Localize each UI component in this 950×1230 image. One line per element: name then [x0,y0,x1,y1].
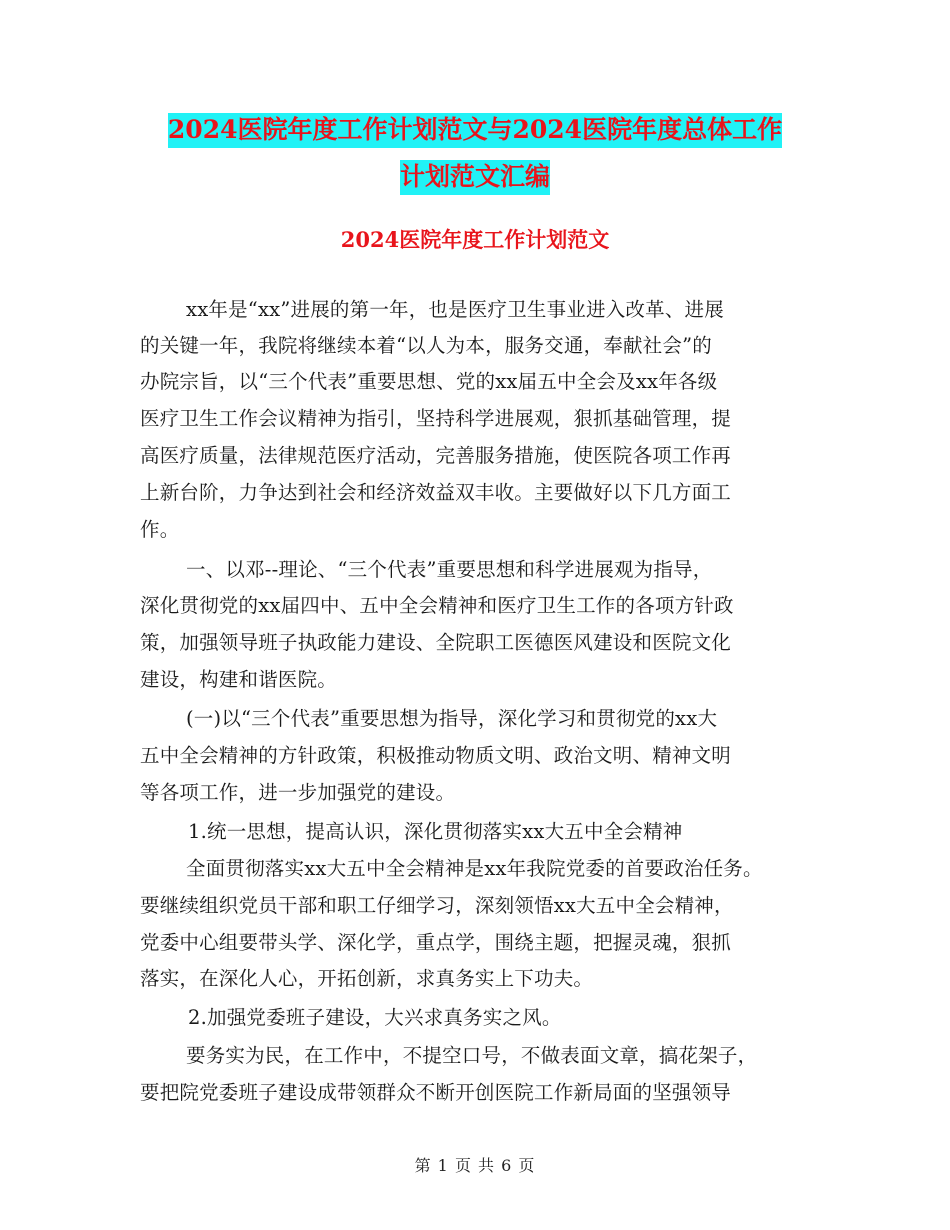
paragraph-line: 高医疗质量，法律规范医疗活动，完善服务措施，使医院各项工作再 [140,444,732,467]
document-title-line-2: 计划范文汇编 [0,157,950,193]
paragraph-line: 要把院党委班子建设成带领群众不断开创医院工作新局面的坚强领导 [140,1081,732,1104]
page-number-footer: 第 1 页 共 6 页 [414,1156,536,1175]
paragraph-line: 五中全会精神的方针政策，积极推动物质文明、政治文明、精神文明 [140,744,732,767]
subsection-heading: 1.统一思想，提高认识，深化贯彻落实xx大五中全会精神 [188,820,683,843]
document-title-line-1: 2024医院年度工作计划范文与2024医院年度总体工作 [0,110,950,146]
paragraph-line: 等各项工作，进一步加强党的建设。 [140,781,456,804]
paragraph-line: 建设，构建和谐医院。 [140,668,338,691]
paragraph-line: 党委中心组要带头学、深化学，重点学，围绕主题，把握灵魂，狠抓 [140,931,732,954]
paragraph-line: 一、以邓--理论、“三个代表”重要思想和科学进展观为指导， [186,558,713,581]
paragraph-line: (一)以“三个代表”重要思想为指导，深化学习和贯彻党的xx大 [186,707,718,730]
paragraph-line: 深化贯彻党的xx届四中、五中全会精神和医疗卫生工作的各项方针政 [140,594,734,617]
paragraph-line: 办院宗旨，以“三个代表”重要思想、党的xx届五中全会及xx年各级 [140,370,718,393]
paragraph-line: 作。 [140,518,180,541]
paragraph-line: 落实，在深化人心，开拓创新，求真务实上下功夫。 [140,967,594,990]
section-title: 2024医院年度工作计划范文 [340,227,610,252]
paragraph-line: 全面贯彻落实xx大五中全会精神是xx年我院党委的首要政治任务。 [186,857,763,880]
subsection-heading: 2.加强党委班子建设，大兴求真务实之风。 [188,1006,562,1029]
paragraph-line: 医疗卫生工作会议精神为指引，坚持科学进展观，狠抓基础管理，提 [140,407,732,430]
paragraph-line: 要继续组织党员干部和职工仔细学习，深刻领悟xx大五中全会精神， [140,894,734,917]
paragraph-line: 的关键一年，我院将继续本着“以人为本，服务交通，奉献社会”的 [140,334,712,357]
paragraph-line: 要务实为民，在工作中，不提空口号，不做表面文章，搞花架子， [186,1044,758,1067]
paragraph-line: 策，加强领导班子执政能力建设、全院职工医德医风建设和医院文化 [140,631,732,654]
paragraph-line: xx年是“xx”进展的第一年，也是医疗卫生事业进入改革、进展 [186,298,724,321]
paragraph-line: 上新台阶，力争达到社会和经济效益双丰收。主要做好以下几方面工 [140,481,732,504]
